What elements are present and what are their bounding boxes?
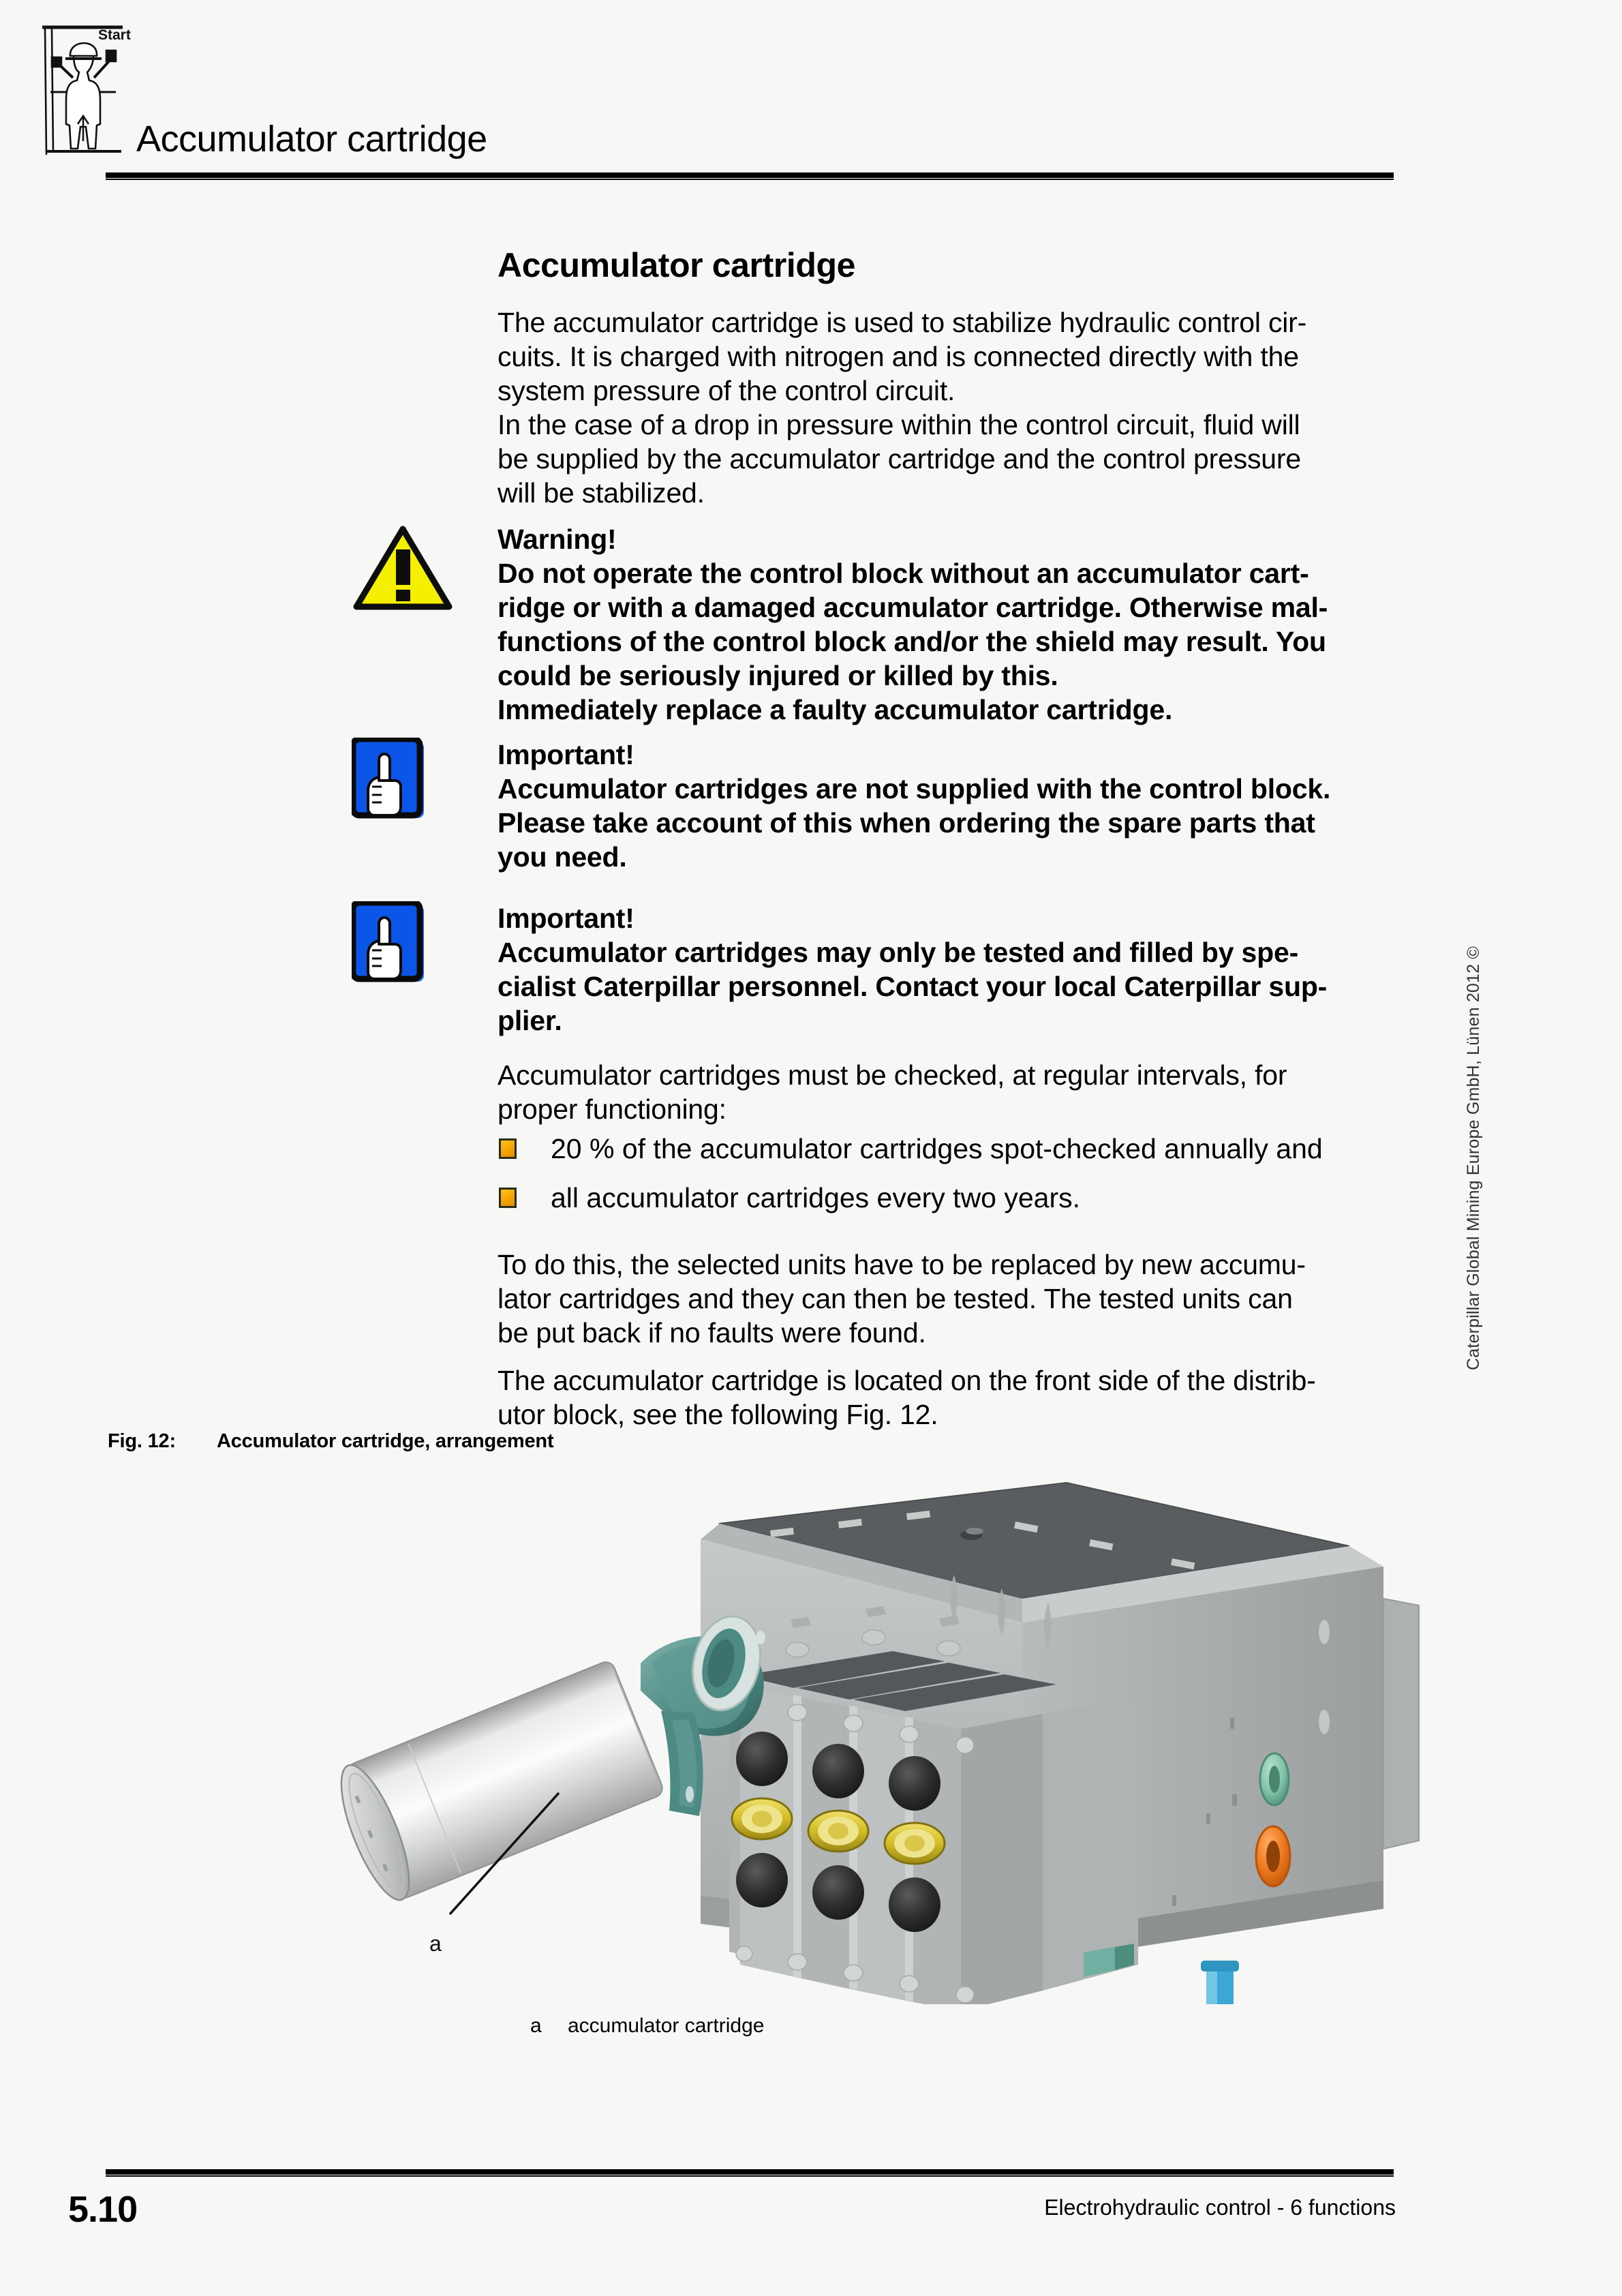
important-line: Accumulator cartridges are not supplied with the control block. (498, 773, 1331, 804)
warning-line: functions of the control block and/or the shield may result. You (498, 626, 1326, 657)
pointing-hand-icon (352, 738, 425, 821)
warning-block (498, 522, 1411, 727)
legend-key: a (530, 2014, 542, 2037)
warning-line: ridge or with a damaged accumulator cartridge. Otherwise mal- (498, 592, 1328, 623)
figure-caption (108, 1430, 553, 1453)
intro-line: The accumulator cartridge is used to stabilize hydraulic control cir- (498, 307, 1307, 338)
intro-line: cuits. It is charged with nitrogen and is connected directly with the (498, 341, 1299, 372)
section-title: Accumulator cartridge (498, 246, 856, 284)
important-line: you need. (498, 841, 627, 873)
important-block-2 (498, 901, 1411, 1038)
important-line: Please take account of this when ordering the spare parts that (498, 807, 1315, 839)
bullet-square-icon (499, 1138, 517, 1159)
intro-line: will be stabilized. (498, 477, 705, 509)
legend-text: accumulator cartridge (568, 2014, 765, 2037)
todo-line: be put back if no faults were found. (498, 1317, 926, 1348)
bullet-square-icon (499, 1188, 517, 1208)
warning-line: could be seriously injured or killed by this. (498, 660, 1058, 691)
important-heading: Important! (498, 903, 634, 934)
footer-title: Electrohydraulic control - 6 functions (1044, 2195, 1396, 2220)
copyright-vertical-text: Caterpillar Global Mining Europe GmbH, Lünen 2012 © (1464, 946, 1483, 1370)
located-paragraph (498, 1363, 1411, 1432)
important-heading: Important! (498, 739, 634, 770)
intro-line: system pressure of the control circuit. (498, 375, 955, 406)
pointing-hand-icon (352, 901, 425, 984)
todo-line: lator cartridges and they can then be tested. The tested units can (498, 1283, 1293, 1314)
located-line: utor block, see the following Fig. 12. (498, 1399, 938, 1430)
figure-number: Fig. 12: (108, 1430, 176, 1452)
todo-line: To do this, the selected units have to be replaced by new accumu- (498, 1249, 1306, 1280)
check-intro-line: proper functioning: (498, 1093, 726, 1125)
todo-paragraph (498, 1248, 1411, 1350)
figure-callout-a: a (429, 1931, 442, 1956)
hydraulic-control-block-render (320, 1459, 1424, 2004)
located-line: The accumulator cartridge is located on the front side of the distrib- (498, 1365, 1316, 1396)
important-block-1 (498, 738, 1411, 874)
check-intro-paragraph (498, 1058, 1404, 1126)
pictogram-start-label: Start (98, 27, 131, 43)
list-item-label: all accumulator cartridges every two years. (551, 1182, 1081, 1213)
page-number: 5.10 (68, 2189, 138, 2230)
figure-legend (530, 2014, 764, 2038)
page-title: Accumulator cartridge (136, 119, 487, 160)
figure-caption-text: Accumulator cartridge, arrangement (217, 1430, 554, 1452)
warning-line: Do not operate the control block without an accumulator cart- (498, 558, 1309, 589)
warning-triangle-icon (352, 522, 454, 612)
footer-divider (106, 2169, 1394, 2177)
important-line: plier. (498, 1005, 562, 1036)
intro-line: be supplied by the accumulator cartridge and the control pressure (498, 443, 1301, 474)
check-intro-line: Accumulator cartridges must be checked, at regular intervals, for (498, 1059, 1287, 1091)
intro-line: In the case of a drop in pressure within the control circuit, fluid will (498, 409, 1300, 440)
intro-paragraph (498, 305, 1404, 510)
important-line: cialist Caterpillar personnel. Contact your local Caterpillar sup- (498, 971, 1328, 1002)
warning-heading: Warning! (498, 524, 617, 555)
warning-line: Immediately replace a faulty accumulator cartridge. (498, 694, 1173, 725)
important-line: Accumulator cartridges may only be tested and filled by spe- (498, 937, 1299, 968)
list-item-label: 20 % of the accumulator cartridges spot-checked annually and (551, 1133, 1323, 1164)
